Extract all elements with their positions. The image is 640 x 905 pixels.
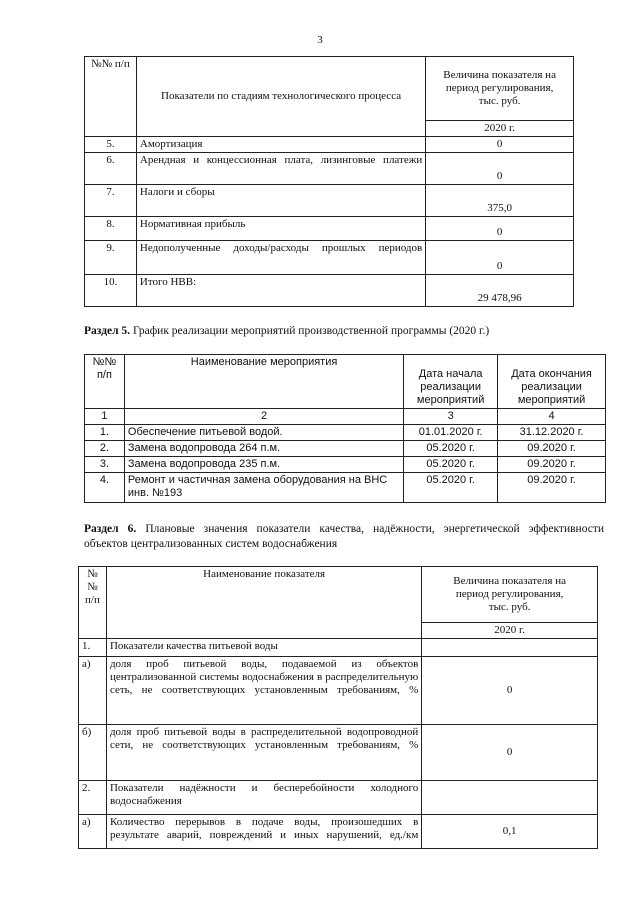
row-name: Амортизация bbox=[136, 137, 425, 153]
section6-label: Раздел 6. bbox=[84, 523, 137, 535]
section6-title-line1: Плановые значения показатели качества, надёжности, энергетической эффективности bbox=[145, 523, 605, 535]
header-indicator: Показатели по стадиям технологического процесса bbox=[136, 57, 425, 137]
schedule-table bbox=[84, 354, 606, 503]
header-num: №№ п/п bbox=[85, 355, 125, 409]
row-name: Налоги и сборы bbox=[136, 185, 425, 217]
row-value: 0 bbox=[426, 137, 574, 153]
row-value: 0,1 bbox=[422, 815, 598, 849]
header-value: Величина показателя на период регулирования, тыс. руб. bbox=[426, 57, 574, 121]
row-num: 3. bbox=[85, 457, 125, 473]
row-num: 5. bbox=[85, 137, 137, 153]
row-start: 05.2020 г. bbox=[404, 457, 498, 473]
row-name: доля проб питьевой воды в распределительной водопроводной сети, не соответствующих установленным требованиям, % bbox=[106, 725, 421, 781]
colnum: 1 bbox=[85, 409, 125, 425]
row-end: 09.2020 г. bbox=[498, 441, 606, 457]
row-start: 05.2020 г. bbox=[404, 473, 498, 503]
colnum: 3 bbox=[404, 409, 498, 425]
row-num: 8. bbox=[85, 217, 137, 241]
row-name: доля проб питьевой воды, подаваемой из объектов централизованной системы водоснабжения в распределительную сеть, не соответствующих установленным требованиям, % bbox=[106, 657, 421, 725]
row-value: 0 bbox=[422, 657, 598, 725]
row-num: 2. bbox=[85, 441, 125, 457]
cost-indicators-table bbox=[84, 56, 574, 307]
row-end: 09.2020 г. bbox=[498, 457, 606, 473]
row-num: 7. bbox=[85, 185, 137, 217]
row-name: Ремонт и частичная замена оборудования на ВНС инв. №193 bbox=[124, 473, 403, 503]
row-num: 6. bbox=[85, 153, 137, 185]
page-number: 3 bbox=[317, 34, 323, 46]
row-end: 09.2020 г. bbox=[498, 473, 606, 503]
row-name: Показатели качества питьевой воды bbox=[106, 639, 421, 657]
row-value bbox=[422, 781, 598, 815]
row-value: 375,0 bbox=[426, 185, 574, 217]
section5-label: Раздел 5. bbox=[84, 325, 131, 337]
header-end: Дата окончания реализации мероприятий bbox=[498, 355, 606, 409]
row-num: 2. bbox=[79, 781, 107, 815]
header-indicator: Наименование показателя bbox=[106, 567, 421, 639]
header-year: 2020 г. bbox=[422, 623, 598, 639]
section6-heading bbox=[84, 522, 604, 552]
header-event: Наименование мероприятия bbox=[124, 355, 403, 409]
header-year: 2020 г. bbox=[426, 121, 574, 137]
row-num: 9. bbox=[85, 241, 137, 275]
row-name: Недополученные доходы/расходы прошлых периодов bbox=[136, 241, 425, 275]
row-name: Арендная и концессионная плата, лизинговые платежи bbox=[136, 153, 425, 185]
row-num: 4. bbox=[85, 473, 125, 503]
row-name: Замена водопровода 235 п.м. bbox=[124, 457, 403, 473]
row-num: а) bbox=[79, 657, 107, 725]
section5-heading bbox=[84, 324, 604, 339]
row-value: 0 bbox=[422, 725, 598, 781]
header-num: №№ п/п bbox=[85, 57, 137, 137]
row-name: Обеспечение питьевой водой. bbox=[124, 425, 403, 441]
row-name: Итого НВВ: bbox=[136, 275, 425, 307]
row-value: 0 bbox=[426, 241, 574, 275]
header-num: №№ п/п bbox=[79, 567, 107, 639]
row-name: Нормативная прибыль bbox=[136, 217, 425, 241]
colnum: 2 bbox=[124, 409, 403, 425]
colnum: 4 bbox=[498, 409, 606, 425]
header-value: Величина показателя на период регулирования, тыс. руб. bbox=[422, 567, 598, 623]
row-value: 0 bbox=[426, 153, 574, 185]
header-start: Дата начала реализации мероприятий bbox=[404, 355, 498, 409]
row-start: 05.2020 г. bbox=[404, 441, 498, 457]
row-num: 10. bbox=[85, 275, 137, 307]
quality-indicators-table bbox=[78, 566, 598, 849]
row-num: б) bbox=[79, 725, 107, 781]
row-num: 1. bbox=[79, 639, 107, 657]
row-name: Количество перерывов в подаче воды, произошедших в результате аварий, повреждений и иных нарушений, ед./км bbox=[106, 815, 421, 849]
row-name: Замена водопровода 264 п.м. bbox=[124, 441, 403, 457]
section5-title: График реализации мероприятий производственной программы (2020 г.) bbox=[132, 325, 490, 337]
row-num: а) bbox=[79, 815, 107, 849]
row-num: 1. bbox=[85, 425, 125, 441]
row-value: 29 478,96 bbox=[426, 275, 574, 307]
section6-title-line2: объектов централизованных систем водоснабжения bbox=[84, 538, 338, 550]
row-start: 01.01.2020 г. bbox=[404, 425, 498, 441]
row-end: 31.12.2020 г. bbox=[498, 425, 606, 441]
row-name: Показатели надёжности и бесперебойности холодного водоснабжения bbox=[106, 781, 421, 815]
row-value: 0 bbox=[426, 217, 574, 241]
row-value bbox=[422, 639, 598, 657]
